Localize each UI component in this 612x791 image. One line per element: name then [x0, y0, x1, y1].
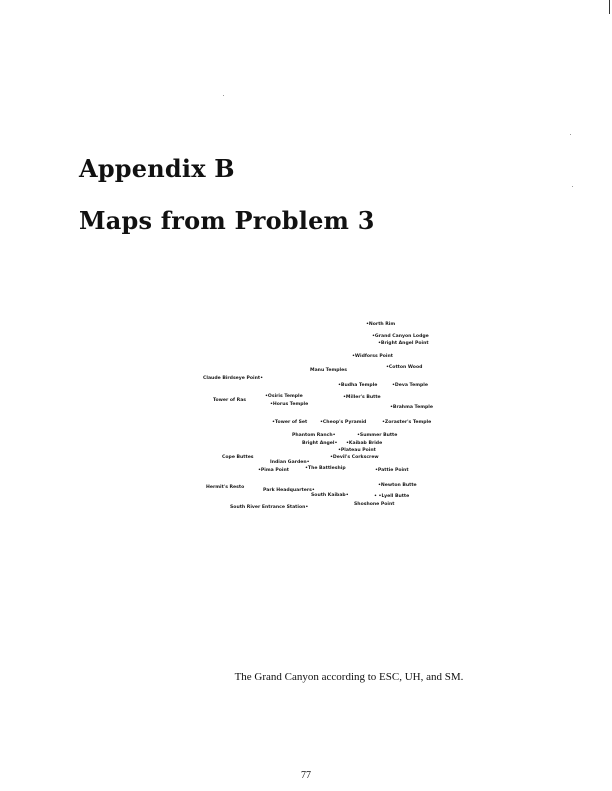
map-label-south-kaibab: South Kaibab• [311, 493, 349, 498]
map-label-claude-birdseye-point: Claude Birdseye Point• [203, 376, 264, 381]
map-label-hermits-resto: Hermit's Resto [206, 485, 245, 490]
map-label-the-battleship: •The Battleship [305, 466, 346, 471]
map-label-tower-of-set: •Tower of Set [272, 420, 308, 425]
scan-speck [572, 186, 573, 187]
map-label-indian-garden: Indian Garden• [270, 460, 310, 465]
map-label-shoshone-point: Shoshone Point [354, 502, 395, 507]
map-label-park-headquarters: Park Headquarters• [263, 488, 315, 493]
map-label-phantom-ranch: Phantom Ranch• [292, 433, 336, 438]
map-label-cheops-pyramid: •Cheop's Pyramid [320, 420, 367, 425]
map-label-pima-point: •Pima Point [258, 468, 289, 473]
scan-speck [223, 95, 224, 96]
map-label-horus-temple: •Horus Temple [270, 402, 309, 407]
map-label-widforss-point: •Widforss Point [352, 354, 393, 359]
section-title: Maps from Problem 3 [79, 206, 375, 235]
map-label-osiris-temple: •Osiris Temple [265, 394, 303, 399]
page-number: 77 [301, 770, 311, 781]
map-label-north-rim: •North Rim [366, 322, 396, 327]
map-label-plateau-point: •Plateau Point [338, 448, 376, 453]
map-label-grand-canyon-lodge: •Grand Canyon Lodge [372, 334, 429, 339]
scan-speck [570, 134, 571, 135]
map-label-millers-butte: •Miller's Butte [343, 395, 381, 400]
map-label-newton-butte: •Newton Butte [378, 483, 417, 488]
map-label-devils-corkscrew: •Devil's Corkscrew [330, 455, 379, 460]
map-label-kaibab-bride: •Kaibab Bride [346, 441, 383, 446]
map-label-bright-angel: Bright Angel• [302, 441, 338, 446]
map-label-manu-temples: Manu Temples [310, 368, 347, 373]
map-label-cotton-wood: •Cotton Wood [386, 365, 423, 370]
map-label-deva-temple: •Deva Temple [392, 383, 428, 388]
map-label-bright-angel-point: •Bright Angel Point [378, 341, 429, 346]
map-label-summer-butte: •Summer Butte [357, 433, 398, 438]
map-label-south-river-entrance-station: South River Entrance Station• [230, 505, 309, 510]
map-label-cape-buttes: Cope Buttes [222, 455, 254, 460]
map-label-pattie-point: •Pattie Point [375, 468, 409, 473]
map-label-lyell-butte: • •Lyell Butte [374, 494, 410, 499]
map-label-budha-temple: •Budha Temple [338, 383, 378, 388]
map-label-zoroasters-temple: •Zoraster's Temple [382, 420, 432, 425]
appendix-heading: Appendix B [79, 154, 235, 183]
map-label-tower-of-ras: Tower of Ras [213, 398, 247, 403]
map-label-brahma-temple: •Brahma Temple [390, 405, 433, 410]
map-caption: The Grand Canyon according to ESC, UH, and SM. [234, 671, 464, 683]
page-edge-line [609, 0, 610, 14]
